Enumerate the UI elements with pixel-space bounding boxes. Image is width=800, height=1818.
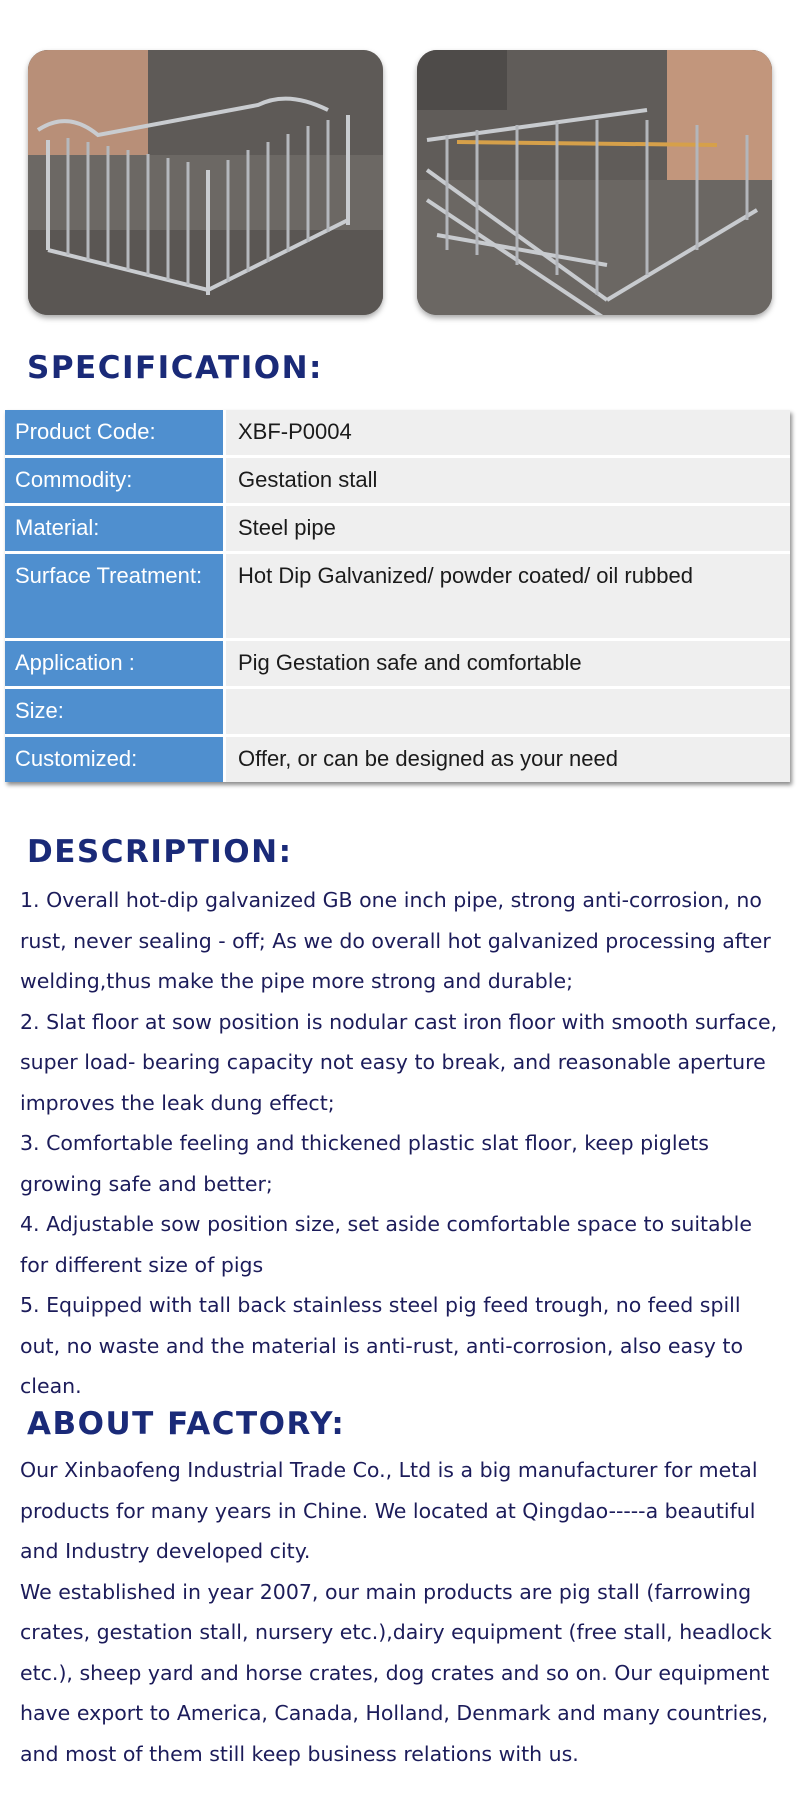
gestation-stall-photo-left — [28, 50, 383, 315]
spec-value-product-code: XBF-P0004 — [223, 410, 790, 458]
table-row — [5, 458, 790, 506]
spec-label-customized: Customized: — [5, 737, 223, 782]
description-list — [20, 880, 780, 1407]
spec-label-size: Size: — [5, 689, 223, 737]
spec-value-size — [223, 689, 790, 737]
spec-value-commodity: Gestation stall — [223, 458, 790, 506]
spec-label-material: Material: — [5, 506, 223, 554]
about-factory-text — [20, 1450, 780, 1774]
description-heading: DESCRIPTION: — [27, 834, 293, 870]
photo-gallery — [28, 50, 772, 320]
specification-heading: SPECIFICATION: — [27, 350, 323, 386]
table-row — [5, 410, 790, 458]
specification-table — [5, 410, 790, 782]
description-item: 3. Comfortable feeling and thickened plastic slat floor, keep piglets growing safe and better; — [20, 1131, 709, 1196]
gestation-stall-photo-right — [417, 50, 772, 315]
spec-label-surface-treatment: Surface Treatment: — [5, 554, 223, 641]
spec-label-commodity: Commodity: — [5, 458, 223, 506]
table-row — [5, 689, 790, 737]
description-item: 1. Overall hot-dip galvanized GB one inch pipe, strong anti-corrosion, no rust, never sealing - off; As we do overall hot galvanized processing after welding,thus make the pipe more strong and durable; — [20, 888, 771, 993]
spec-value-application: Pig Gestation safe and comfortable — [223, 641, 790, 689]
spec-value-surface-treatment: Hot Dip Galvanized/ powder coated/ oil rubbed — [223, 554, 790, 641]
description-item: 2. Slat floor at sow position is nodular cast iron floor with smooth surface, super load- bearing capacity not easy to break, and reasonable aperture improves the leak dung effect; — [20, 1009, 778, 1115]
about-factory-heading: ABOUT FACTORY: — [27, 1406, 346, 1442]
description-item: 4. Adjustable sow position size, set aside comfortable space to suitable for different size of pigs — [20, 1212, 752, 1277]
table-row — [5, 506, 790, 554]
table-row — [5, 554, 790, 641]
table-row — [5, 737, 790, 782]
table-row — [5, 641, 790, 689]
spec-label-product-code: Product Code: — [5, 410, 223, 458]
about-paragraph: Our Xinbaofeng Industrial Trade Co., Ltd is a big manufacturer for metal products for many years in Chine. We located at Qingdao-----a beautiful and Industry developed city. — [20, 1458, 758, 1563]
description-item: 5. Equipped with tall back stainless steel pig feed trough, no feed spill out, no waste and the material is anti-rust, anti-corrosion, also easy to clean. — [20, 1293, 744, 1398]
spec-value-material: Steel pipe — [223, 506, 790, 554]
spec-value-customized: Offer, or can be designed as your need — [223, 737, 790, 782]
spec-label-application: Application : — [5, 641, 223, 689]
about-paragraph: We established in year 2007, our main products are pig stall (farrowing crates, gestation stall, nursery etc.),dairy equipment (free stall, headlock etc.), sheep yard and horse crates, dog crates and so on. Our equipment have export to America, Canada, Holland, Denmark and many countries, and most of them still keep business relations with us. — [20, 1579, 772, 1766]
